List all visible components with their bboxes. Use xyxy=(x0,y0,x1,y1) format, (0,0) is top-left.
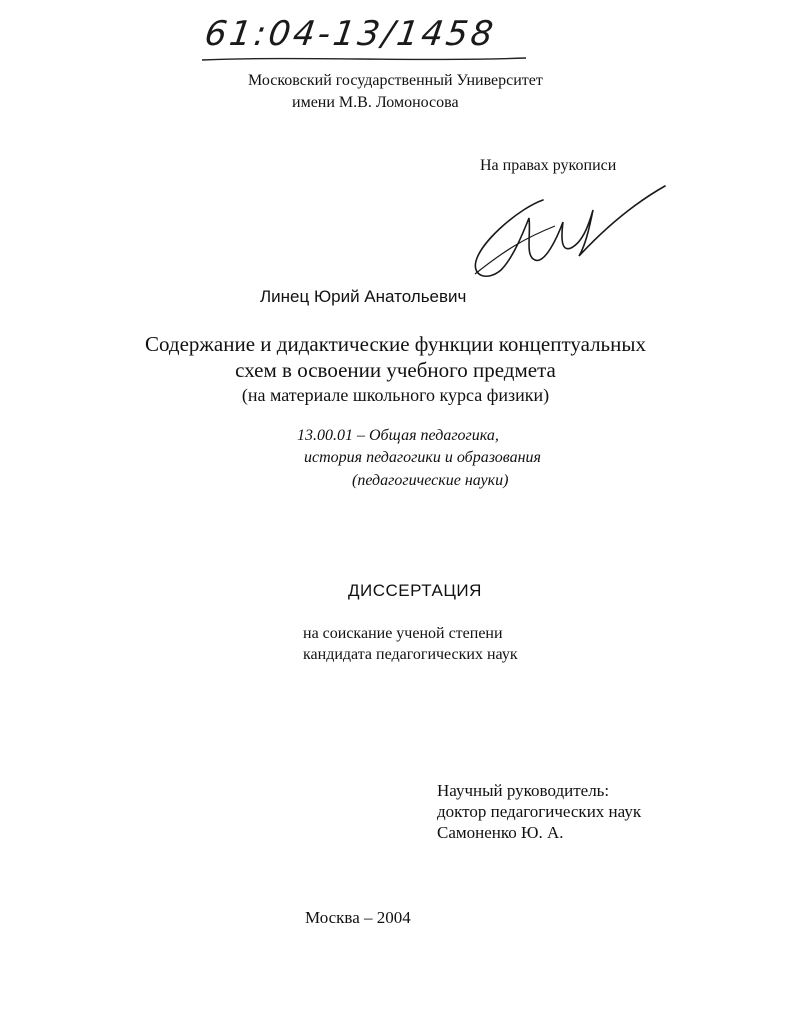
institution-line2: имени М.В. Ломоносова xyxy=(292,94,459,111)
title-line2: схем в освоении учебного предмета xyxy=(235,358,556,382)
supervisor-name: Самоненко Ю. А. xyxy=(437,823,564,842)
manuscript-rights: На правах рукописи xyxy=(480,157,617,174)
institution-line1: Московский государственный Университет xyxy=(248,72,543,89)
title-subtitle: (на материале школьного курса физики) xyxy=(241,385,550,405)
specialty-field: (педагогические науки) xyxy=(352,472,509,489)
specialty-name: история педагогики и образования xyxy=(304,449,541,466)
city-year: Москва – 2004 xyxy=(305,908,411,927)
specialty-code: 13.00.01 – Общая педагогика, xyxy=(297,427,499,444)
degree-line2: кандидата педагогических наук xyxy=(303,646,518,663)
title-line1: Содержание и дидактические функции концептуальных xyxy=(145,332,646,356)
document-type: ДИССЕРТАЦИЯ xyxy=(348,581,482,600)
author-name: Линец Юрий Анатольевич xyxy=(260,287,467,306)
archive-number: 61:04-13/1458 xyxy=(202,14,499,54)
archive-number-underline xyxy=(200,54,530,64)
signature xyxy=(465,178,675,288)
supervisor-degree: доктор педагогических наук xyxy=(437,802,642,821)
supervisor-label: Научный руководитель: xyxy=(437,781,610,800)
degree-line1: на соискание ученой степени xyxy=(303,625,503,642)
